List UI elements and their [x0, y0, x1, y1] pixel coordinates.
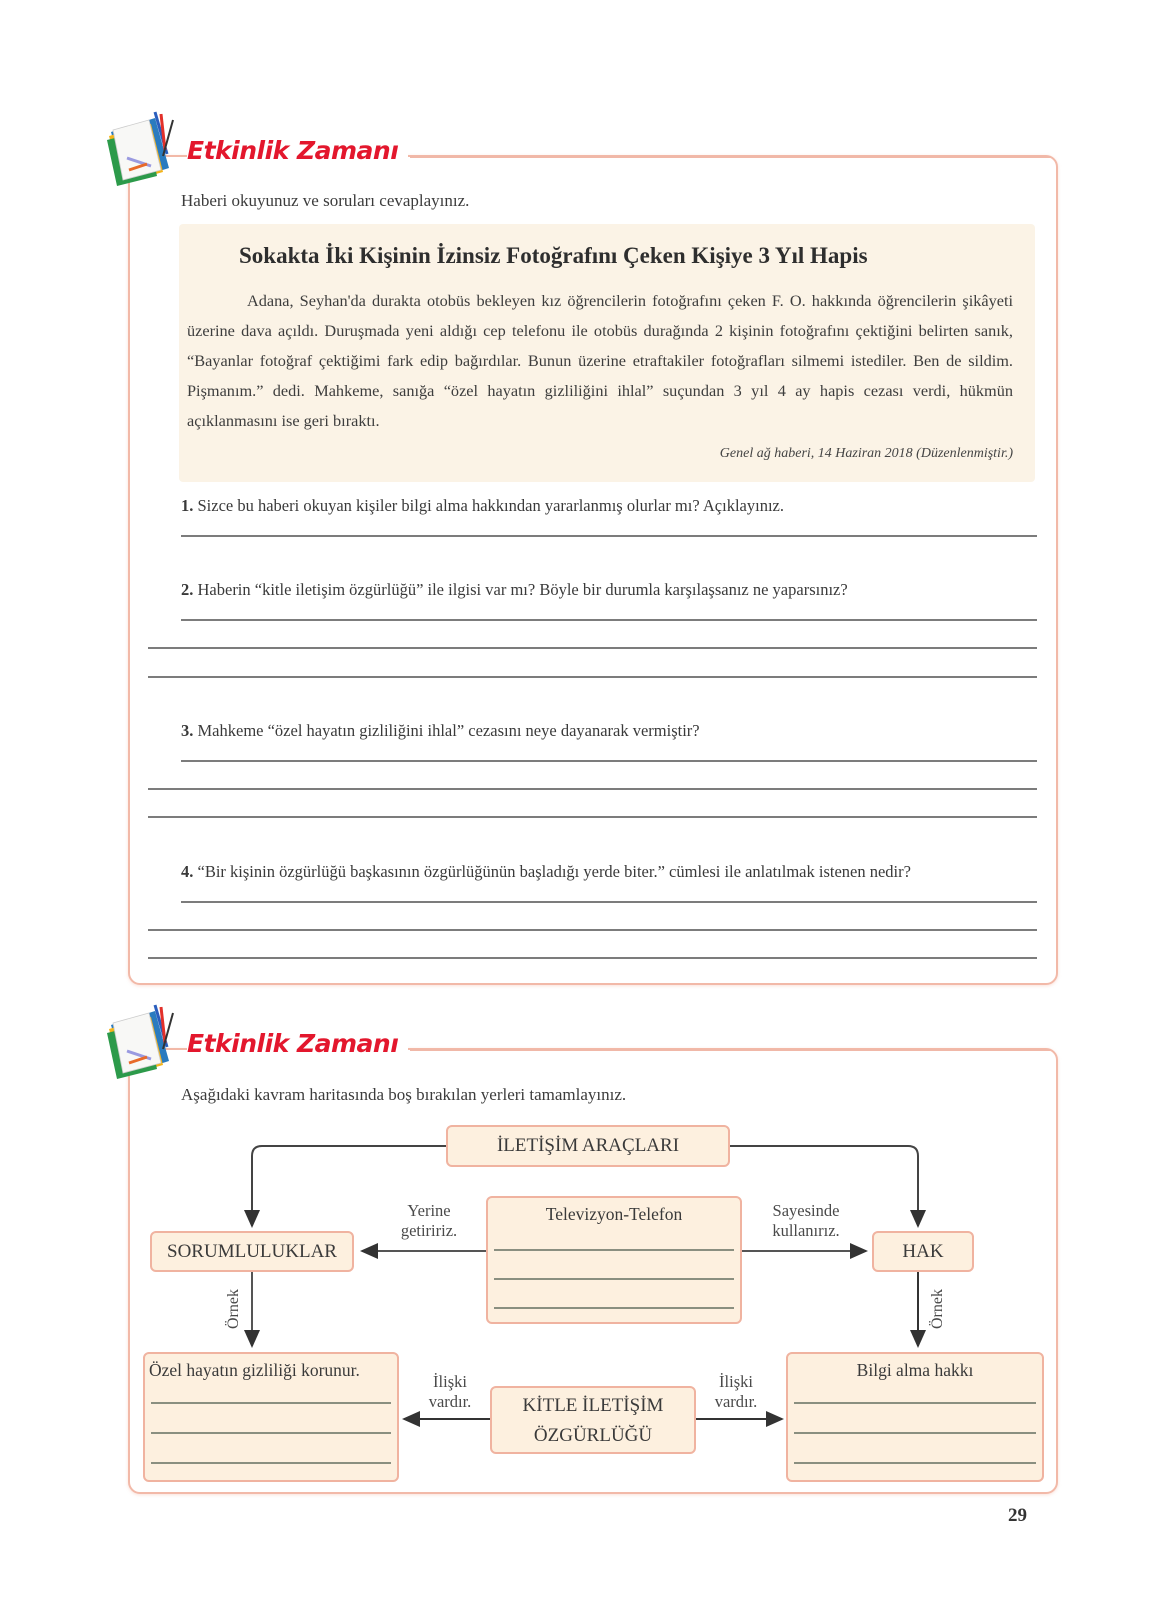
news-title: Sokakta İki Kişinin İzinsiz Fotoğrafını Çeken Kişiye 3 Yıl Hapis — [239, 243, 868, 268]
fill-in-line[interactable] — [494, 1307, 734, 1309]
node-televizyon-telefon — [486, 1196, 742, 1324]
node-kitle-iletisim-ozgurlugu — [490, 1386, 696, 1454]
activity-2-title: Etkinlik Zamanı — [187, 1029, 408, 1058]
edge-label-line: İlişki — [719, 1372, 753, 1391]
news-source: Genel ağ haberi, 14 Haziran 2018 (Düzenlenmiştir.) — [719, 446, 1013, 461]
activity-1-title: Etkinlik Zamanı — [187, 136, 408, 165]
page-number: 29 — [1008, 1505, 1027, 1526]
edge-label-line: vardır. — [714, 1392, 758, 1411]
fill-in-line[interactable] — [794, 1402, 1036, 1404]
activity-1-instruction: Haberi okuyunuz ve soruları cevaplayınız. — [181, 191, 470, 210]
question-text: “Bir kişinin özgürlüğü başkasının özgürlüğünün başladığı yerde biter.” cümlesi ile anlatılmak istenen nedir? — [197, 862, 911, 881]
question-text: Haberin “kitle iletişim özgürlüğü” ile ilgisi var mı? Böyle bir durumla karşılaşsanız ne yaparsınız? — [197, 580, 848, 599]
node-iletisim-araclari — [446, 1125, 730, 1167]
node-hak — [872, 1231, 974, 1272]
node-label: Televizyon-Telefon — [545, 1204, 683, 1224]
edge-label-line: İlişki — [433, 1372, 467, 1391]
node-label: HAK — [902, 1241, 944, 1262]
edge-label-line: kullanırız. — [772, 1221, 840, 1240]
fill-in-line[interactable] — [794, 1462, 1036, 1464]
fill-in-line[interactable] — [151, 1462, 391, 1464]
node-ozel-hayat — [143, 1352, 399, 1482]
question-text: Mahkeme “özel hayatın gizliliğini ihlal” cezasını neye dayanarak vermiştir? — [197, 721, 700, 740]
edge-label-line: Sayesinde — [772, 1201, 840, 1220]
node-label-line1: KİTLE İLETİŞİM — [522, 1395, 664, 1416]
node-bilgi-alma-hakki — [786, 1352, 1044, 1482]
news-body: Adana, Seyhan'da durakta otobüs bekleyen kız öğrencilerin fotoğrafını çeken F. O. hakkında öğrencilerin şikâyeti üzerine dava açıldı. Duruşmada yeni aldığı cep telefonu ile otobüs durağında 2 kişinin fotoğrafını çektiğini belirten sanık, “Bayanlar fotoğraf çektiğimi fark edip bağırdılar. Bunun üzerine etraftakiler fotoğrafları silmemi istediler. Ben de sildim. Pişmanım.” dedi. Mahkeme, sanığa “özel hayatın gizliliğini ihlal” suçundan 3 yıl 4 ay hapis cezası verdi, hükmün açıklanmasını ise geri bıraktı. — [187, 291, 1013, 430]
question-number: 1. — [181, 496, 194, 515]
edge-label-iliski-vardir-left — [414, 1372, 486, 1412]
fill-in-line[interactable] — [494, 1278, 734, 1280]
node-label: İLETİŞİM ARAÇLARI — [496, 1135, 680, 1156]
node-sorumluluklar — [150, 1231, 354, 1272]
node-label: Bilgi alma hakkı — [856, 1360, 974, 1380]
fill-in-line[interactable] — [794, 1432, 1036, 1434]
edge-label-yerine-getiririz — [384, 1201, 474, 1241]
edge-label-line: Yerine — [407, 1201, 451, 1220]
fill-in-line[interactable] — [494, 1249, 734, 1251]
edge-label-sayesinde-kullaniriz — [756, 1201, 856, 1241]
fill-in-line[interactable] — [151, 1402, 391, 1404]
edge-label-iliski-vardir-right — [700, 1372, 772, 1412]
question-text: Sizce bu haberi okuyan kişiler bilgi alma hakkından yararlanmış olurlar mı? Açıklayınız. — [197, 496, 784, 515]
question-number: 2. — [181, 580, 194, 599]
edge-label-ornek-right: Örnek — [928, 1289, 946, 1329]
node-label: Özel hayatın gizliliği korunur. — [149, 1360, 360, 1380]
node-label-line2: ÖZGÜRLÜĞÜ — [533, 1425, 653, 1446]
fill-in-line[interactable] — [151, 1432, 391, 1434]
edge-label-ornek-left: Örnek — [224, 1289, 242, 1329]
edge-label-line: vardır. — [428, 1392, 472, 1411]
node-label: SORUMLULUKLAR — [167, 1241, 337, 1262]
question-number: 4. — [181, 862, 194, 881]
edge-label-line: getiririz. — [400, 1221, 458, 1240]
question-number: 3. — [181, 721, 194, 740]
activity-2-instruction: Aşağıdaki kavram haritasında boş bırakılan yerleri tamamlayınız. — [181, 1085, 627, 1104]
